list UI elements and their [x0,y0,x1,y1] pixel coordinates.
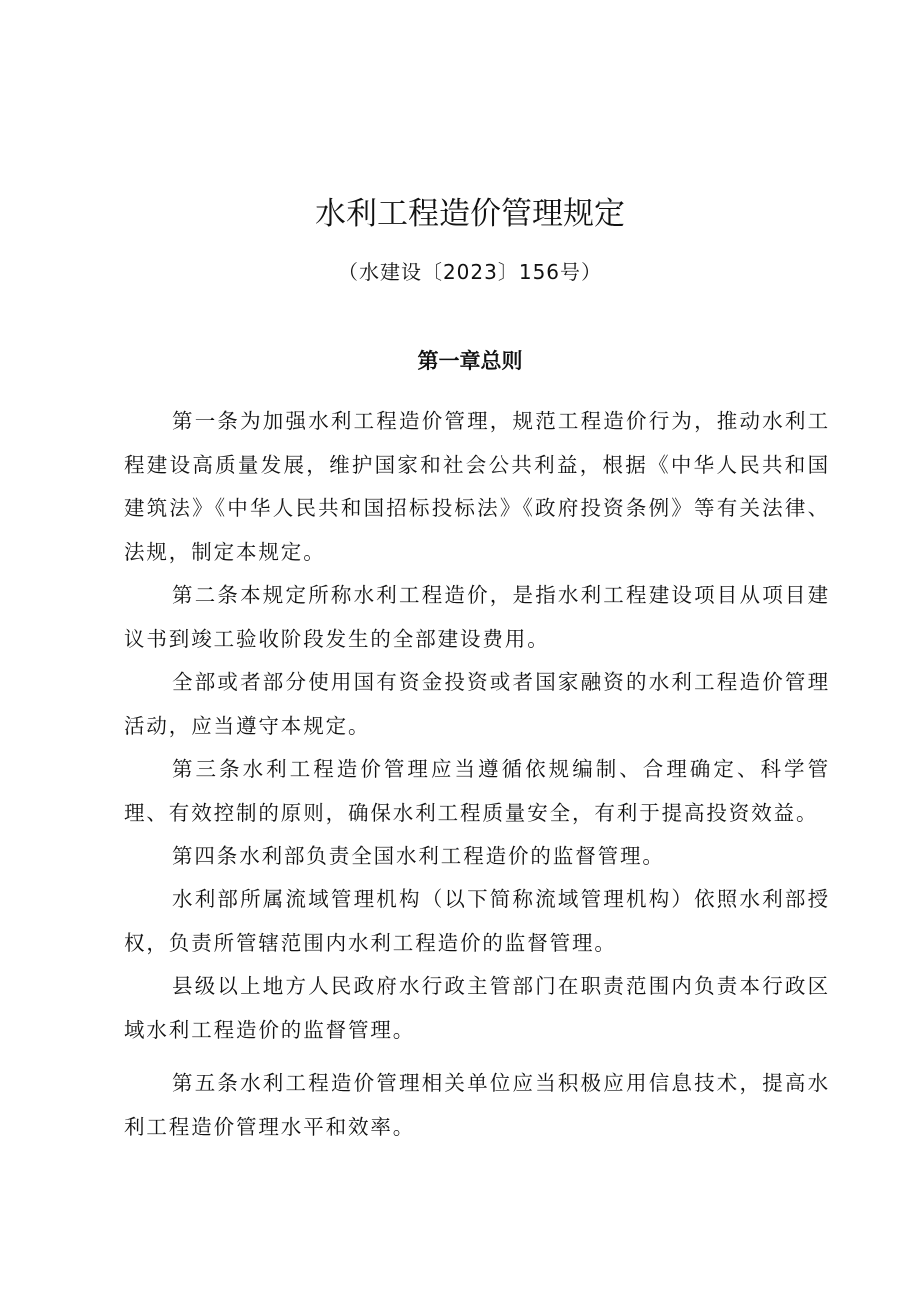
article-4-basin-paragraph: 水利部所属流域管理机构（以下简称流域管理机构）依照水利部授权，负责所管辖范围内水利工程造价的监督管理。 [124,887,830,955]
article-3-paragraph: 第三条水利工程造价管理应当遵循依规编制、合理确定、科学管理、有效控制的原则，确保水利工程质量安全，有利于提高投资效益。 [124,757,830,825]
article-4-local-paragraph: 县级以上地方人民政府水行政主管部门在职责范围内负责本行政区域水利工程造价的监督管理。 [124,974,830,1042]
article-5-paragraph: 第五条水利工程造价管理相关单位应当积极应用信息技术，提高水利工程造价管理水平和效率。 [124,1071,830,1139]
article-2-scope-paragraph: 全部或者部分使用国有资金投资或者国家融资的水利工程造价管理活动，应当遵守本规定。 [124,670,830,738]
chapter-heading: 第一章总则 [417,349,523,373]
document-number: （水建设〔2023〕156号） [337,260,603,284]
article-1-paragraph: 第一条为加强水利工程造价管理，规范工程造价行为，推动水利工程建设高质量发展，维护国家和社会公共利益，根据《中华人民共和国建筑法》《中华人民共和国招标投标法》《政府投资条例》等有关法律、法规，制定本规定。 [124,409,830,564]
document-title: 水利工程造价管理规定 [315,196,625,232]
article-4-paragraph: 第四条水利部负责全国水利工程造价的监督管理。 [172,844,665,868]
article-2-paragraph: 第二条本规定所称水利工程造价，是指水利工程建设项目从项目建议书到竣工验收阶段发生的全部建设费用。 [124,583,830,651]
